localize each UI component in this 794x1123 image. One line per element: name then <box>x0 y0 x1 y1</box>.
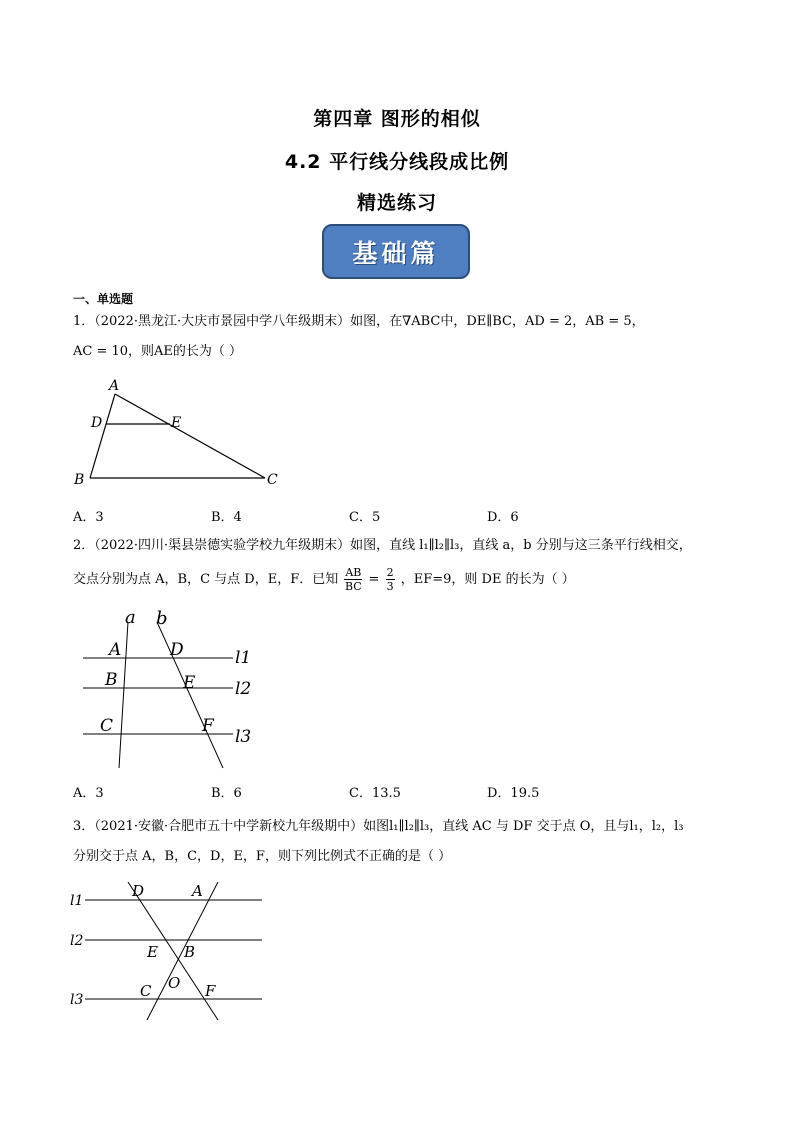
label-l3: l3 <box>235 727 252 747</box>
equals-sign: = <box>368 572 380 587</box>
label-a: a <box>125 610 136 628</box>
option-d[interactable]: D．6 <box>487 510 519 525</box>
option-b[interactable]: B．4 <box>211 510 242 525</box>
question-number: 1． <box>73 314 95 329</box>
label-C: C <box>267 472 278 488</box>
option-d[interactable]: D．19.5 <box>487 786 540 801</box>
label-C: C <box>100 716 114 736</box>
subtitle: 精选练习 <box>356 192 437 214</box>
question-stem-cont: 交点分别为点 A，B，C 与点 D，E，F．已知 <box>73 572 339 587</box>
question-3 <box>73 812 733 872</box>
label-E: E <box>171 415 182 431</box>
label-D: D <box>132 882 145 900</box>
section-title: 4.2 平行线分线段成比例 <box>284 151 510 173</box>
question-stem-cont: 分别交于点 A，B，C，D，E，F，则下列比例式不正确的是（ ） <box>73 849 452 864</box>
label-F: F <box>205 982 216 1000</box>
label-l2: l2 <box>235 679 252 699</box>
question-stem: 如图，直线 l₁∥l₂∥l₃，直线 a，b 分别与这三条平行线相交， <box>350 538 692 553</box>
question-stem: 如图，在∇ABC中，DE∥BC，AD = 2，AB = 5， <box>350 314 645 329</box>
question-number: 2． <box>73 538 95 553</box>
label-l2: l2 <box>70 933 84 949</box>
label-D: D <box>170 640 184 660</box>
label-A: A <box>192 882 203 900</box>
parallel-lines-figure-3 <box>68 878 278 1028</box>
fraction-denominator: 3 <box>386 580 394 593</box>
triangle-figure <box>70 372 290 492</box>
question-2 <box>73 531 733 595</box>
label-l1: l1 <box>235 648 252 668</box>
option-c[interactable]: C．5 <box>349 510 381 525</box>
question-source: （2022·四川·渠县崇德实验学校九年级期末） <box>94 538 351 553</box>
fraction-numerator: AB <box>345 566 362 579</box>
label-B: B <box>184 943 196 961</box>
option-c[interactable]: C．13.5 <box>349 786 401 801</box>
question-stem-cont: AC = 10，则AE的长为（ ） <box>73 344 243 359</box>
label-E: E <box>147 943 158 961</box>
section-heading: 一、单选题 <box>73 292 134 306</box>
label-l3: l3 <box>70 992 84 1008</box>
question-source: （2022·黑龙江·大庆市景园中学八年级期末） <box>94 314 351 329</box>
label-B: B <box>105 670 118 690</box>
question-stem-end: ，EF=9，则 DE 的长为（ ） <box>400 572 575 587</box>
fraction-two-thirds <box>386 566 395 593</box>
label-b: b <box>156 610 168 629</box>
fraction-ab-bc <box>344 566 362 593</box>
option-b[interactable]: B．6 <box>211 786 242 801</box>
label-D: D <box>91 415 103 431</box>
question-number: 3． <box>73 819 95 834</box>
label-A: A <box>109 378 120 394</box>
label-C: C <box>140 982 152 1000</box>
label-l1: l1 <box>70 893 84 909</box>
label-O: O <box>168 974 181 992</box>
label-B: B <box>74 472 85 488</box>
label-A: A <box>109 640 122 660</box>
question-source: （2021·安徽·合肥市五十中学新校九年级期中） <box>94 819 364 834</box>
parallel-lines-figure-2 <box>75 610 275 770</box>
option-a[interactable]: A．3 <box>73 786 104 801</box>
basic-level-badge: 基础篇 <box>322 224 470 279</box>
fraction-denominator: BC <box>345 580 362 593</box>
chapter-title: 第四章 图形的相似 <box>313 108 481 130</box>
fraction-numerator: 2 <box>386 566 394 579</box>
option-a[interactable]: A．3 <box>73 510 104 525</box>
label-E: E <box>183 673 196 693</box>
question-stem: 如图l₁∥l₂∥l₃，直线 AC 与 DF 交于点 O，且与l₁，l₂，l₃ <box>363 819 684 834</box>
question-1 <box>73 307 733 367</box>
label-F: F <box>202 716 214 736</box>
options-2 <box>73 782 733 801</box>
options-1 <box>73 506 733 525</box>
